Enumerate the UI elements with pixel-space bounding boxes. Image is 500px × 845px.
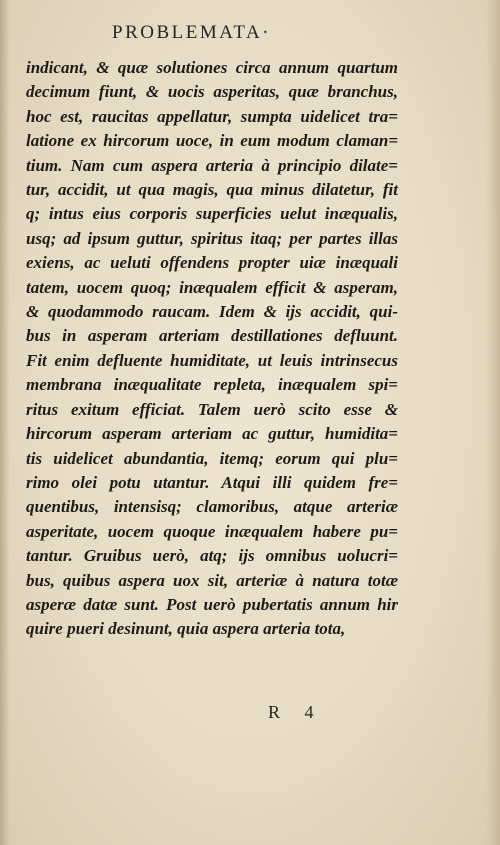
text-line: tantur. Gruibus uerò, atq; ijs omnibus uolucri= (26, 546, 398, 566)
text-line: Fit enim defluente humiditate, ut leuis intrinsecus (26, 350, 398, 370)
page-edge-shadow-left (0, 0, 10, 845)
text-line: tium. Nam cum aspera arteria à principio dilate= (26, 155, 398, 175)
text-line: decimum fiunt, & uocis asperitas, quæ branchus, (26, 82, 398, 102)
text-line: bus in asperam arteriam destillationes defluunt. (26, 326, 398, 346)
text-line: quire pueri desinunt, quia aspera arteria tota, (26, 619, 346, 639)
text-line: ritus exitum efficiat. Talem uerò scito esse & (26, 399, 398, 419)
text-line: & quodammodo raucam. Idem & ijs accidit, qui- (26, 302, 398, 322)
text-line: membrana inæqualitate repleta, inæqualem spi= (26, 375, 398, 395)
text-line: tur, accidit, ut qua magis, qua minus dilatetur, fit (26, 180, 398, 200)
text-line: tis uidelicet abundantia, itemq; eorum qui plu= (26, 448, 398, 468)
body-text (26, 56, 398, 642)
text-line: indicant, & quæ solutiones circa annum quartum (26, 58, 398, 77)
text-line: latione ex hircorum uoce, in eum modum claman= (26, 131, 398, 151)
text-line: tatem, uocem quoq; inæqualem efficit & asperam, (26, 277, 398, 297)
signature-mark: R 4 (268, 702, 324, 722)
running-head: PROBLEMATA· (112, 22, 271, 43)
text-line: hircorum asperam arteriam ac guttur, humidita= (26, 424, 398, 444)
text-line: usq; ad ipsum guttur, spiritus itaq; per partes illas (26, 228, 398, 248)
text-line: bus, quibus aspera uox sit, arteriæ à natura totæ (26, 570, 398, 590)
text-line: q; intus eius corporis superficies uelut inæqualis, (26, 204, 398, 224)
text-line: rimo olei potu utantur. Atqui illi quidem fre= (26, 472, 398, 492)
text-line: exiens, ac ueluti offendens propter uiæ inæquali (26, 253, 398, 273)
text-line: quentibus, intensisq; clamoribus, atque arteriæ (26, 497, 398, 517)
text-line: hoc est, raucitas appellatur, sumpta uidelicet tra= (26, 106, 398, 126)
page-edge-shadow-right (486, 0, 500, 845)
text-line: asperitate, uocem quoque inæqualem habere pu= (26, 521, 398, 541)
text-line: asperæ datæ sunt. Post uerò pubertatis annum hir (26, 594, 398, 614)
